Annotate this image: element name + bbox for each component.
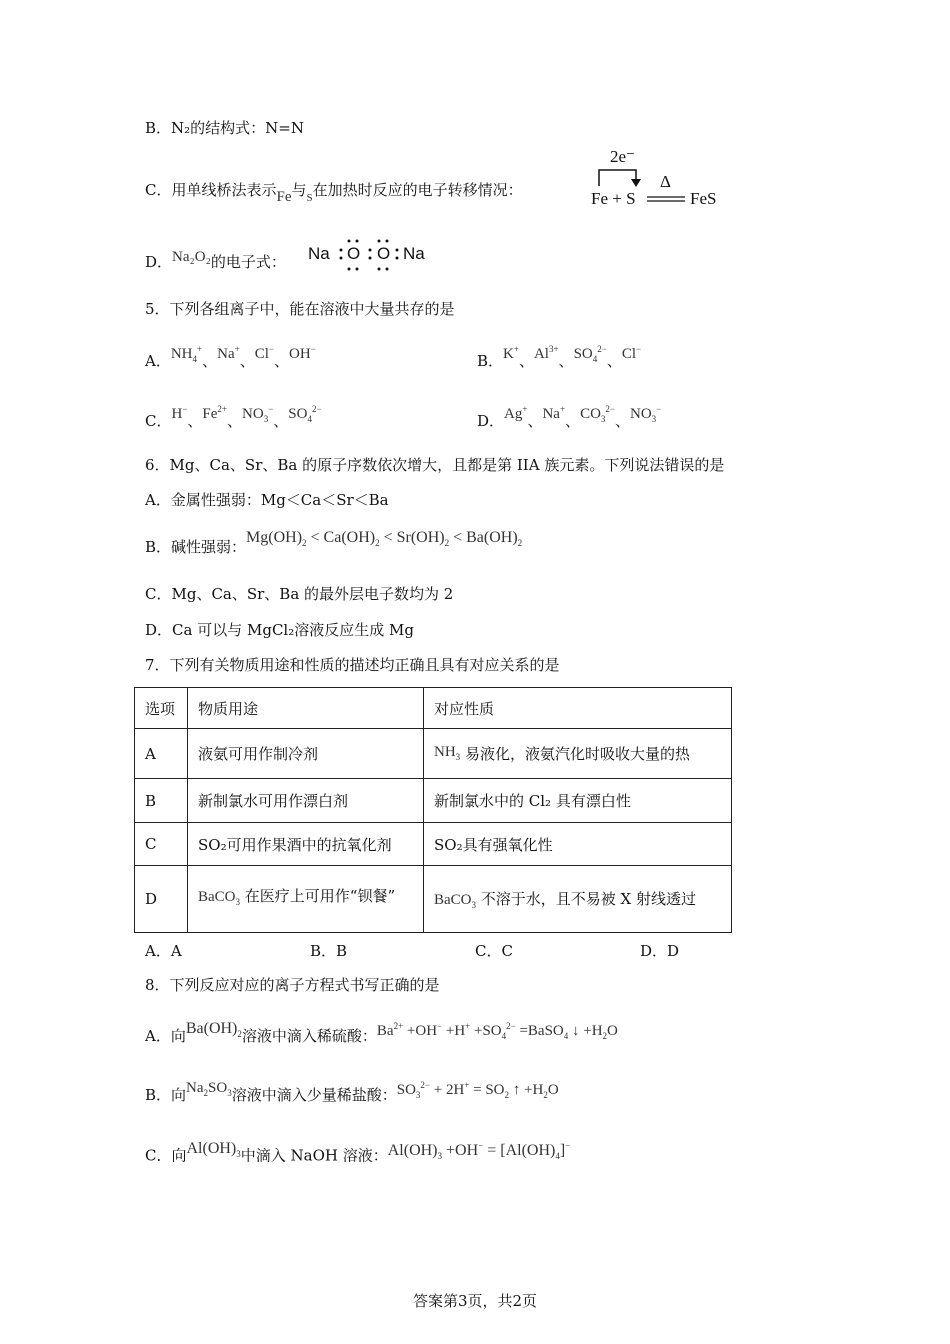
ion-so4: $SO_4^{2-}$ xyxy=(573,344,607,364)
delta-label: Δ xyxy=(660,172,671,191)
ion-h: H− xyxy=(171,404,188,422)
lewis-na-left: Na xyxy=(308,244,330,263)
ion-cl: Cl− xyxy=(621,344,642,362)
q4-b-label: B． xyxy=(145,119,172,137)
sep: 、 xyxy=(614,412,630,430)
equation-b: $SO_3^{2-} + 2H^+ = SO_2$ ↑ $+H_2O$ xyxy=(396,1080,559,1100)
table-row xyxy=(135,866,732,933)
row-use xyxy=(188,866,424,933)
q6-option-c: C．Mg、Ca、Sr、Ba 的最外层电子数均为 2 xyxy=(145,585,454,603)
q5-c-label: C． xyxy=(145,412,172,430)
q4-option-d xyxy=(145,249,286,273)
na2o2-lewis-structure xyxy=(308,238,438,272)
q4-d-label: D． xyxy=(145,253,173,271)
row-property xyxy=(424,866,732,933)
ion-no3: $NO_3^-$ xyxy=(630,404,662,424)
q5-option-a xyxy=(145,344,316,377)
table-row xyxy=(135,729,732,779)
lewis-o-1: O xyxy=(347,244,361,263)
ion-no3: $NO_3^-$ xyxy=(242,404,274,424)
q7-stem: 7．下列有关物质用途和性质的描述均正确且具有对应关系的是 xyxy=(145,656,560,674)
q4-c-pre: 用单线桥法表示 xyxy=(171,181,277,199)
row-option: A xyxy=(135,729,188,779)
ion-fe: $Fe^{2+}$ xyxy=(202,404,227,422)
row-option: D xyxy=(135,866,188,933)
row-option: C xyxy=(135,823,188,866)
q5-a-label: A． xyxy=(145,352,171,370)
q7-table xyxy=(134,687,732,933)
q8-b-mid: 溶液中滴入少量稀盐酸： xyxy=(231,1086,397,1104)
q6-option-b xyxy=(145,529,523,563)
q5-stem: 5．下列各组离子中，能在溶液中大量共存的是 xyxy=(145,300,455,318)
q8-b-label: B．向 xyxy=(145,1086,187,1104)
row-use-text: 在医疗上可用作“钡餐” xyxy=(244,887,396,905)
row-property: 新制氯水中的 Cl₂ 具有漂白性 xyxy=(424,779,732,823)
equation-left: Fe + S xyxy=(591,189,636,208)
row-property: SO₂具有强氧化性 xyxy=(424,823,732,866)
q8-a-label: A．向 xyxy=(145,1027,186,1045)
sep: 、 xyxy=(202,352,218,370)
q7-choice-d: D．D xyxy=(640,942,680,960)
electrons-label: 2e⁻ xyxy=(610,147,636,166)
header-use: 物质用途 xyxy=(188,688,424,729)
row-property xyxy=(424,729,732,779)
sep: 、 xyxy=(518,352,534,370)
q8-a-mid: 溶液中滴入稀硫酸： xyxy=(241,1027,377,1045)
sep: 、 xyxy=(227,412,243,430)
q6-option-a: A．金属性强弱：Mg＜Ca＜Sr＜Ba xyxy=(145,491,389,509)
q5-b-label: B． xyxy=(477,352,504,370)
q4-b-text: N₂的结构式：N=N xyxy=(171,119,304,137)
ion-na: Na+ xyxy=(542,404,566,422)
formula-fe: Fe xyxy=(276,189,292,205)
formula-baco3: BaCO$_3$ xyxy=(198,889,240,907)
ion-na: Na+ xyxy=(217,344,240,362)
formula-aloh3: $Al(OH)_3$ xyxy=(186,1140,241,1160)
table-header-row xyxy=(135,688,732,729)
q5-option-c xyxy=(145,404,322,437)
ion-nh4: $NH_4^+$ xyxy=(170,344,203,364)
q8-c-mid: 中滴入 NaOH 溶液： xyxy=(240,1146,388,1165)
q8-option-a xyxy=(145,1022,618,1052)
q4-option-c xyxy=(145,180,523,205)
equation-right: FeS xyxy=(690,189,717,208)
q5-option-d xyxy=(477,404,662,437)
q4-c-mid: 与 xyxy=(291,181,307,199)
q4-option-b xyxy=(145,118,304,138)
sep: 、 xyxy=(273,412,289,430)
q6-b-label: B．碱性强弱： xyxy=(145,538,247,556)
sep: 、 xyxy=(239,352,255,370)
formula-s: S xyxy=(306,192,313,204)
formula-na2o2: Na₂O₂ xyxy=(172,249,211,265)
equation-c: $Al(OH)_3 +OH^- = [Al(OH)_4]^-$ xyxy=(387,1141,571,1162)
electron-dots-icon xyxy=(308,238,438,272)
sep: 、 xyxy=(527,412,543,430)
header-option: 选项 xyxy=(135,688,188,729)
q6-option-d: D．Ca 可以与 MgCl₂溶液反应生成 Mg xyxy=(145,621,414,639)
header-property: 对应性质 xyxy=(424,688,732,729)
sep: 、 xyxy=(606,352,622,370)
q5-d-label: D． xyxy=(477,412,505,430)
q6-stem: 6．Mg、Ca、Sr、Ba 的原子序数依次增大，且都是第 IIA 族元素。下列说法错误的是 xyxy=(145,456,725,474)
sep: 、 xyxy=(187,412,203,430)
q4-c-label: C． xyxy=(145,181,172,199)
lewis-na-right: Na xyxy=(403,244,425,263)
row-use: SO₂可用作果酒中的抗氧化剂 xyxy=(188,823,424,866)
row-option: B xyxy=(135,779,188,823)
q4-d-text: 的电子式： xyxy=(210,253,286,271)
page-footer: 答案第3页，共2页 xyxy=(412,1292,538,1310)
row-property-text: 易液化，液氨汽化时吸收大量的热 xyxy=(464,744,690,763)
q8-stem: 8．下列反应对应的离子方程式书写正确的是 xyxy=(145,976,440,994)
q8-option-c xyxy=(145,1141,570,1172)
ion-k: K+ xyxy=(503,344,519,362)
formula-nh3: $NH_3$ xyxy=(434,743,461,762)
ion-co3: $CO_3^{2-}$ xyxy=(580,404,615,424)
row-use: 新制氯水可用作漂白剂 xyxy=(188,779,424,823)
q8-c-label: C．向 xyxy=(145,1146,187,1165)
ion-so4: $SO_4^{2-}$ xyxy=(288,404,322,424)
table-row xyxy=(135,779,732,823)
formula-baoh2: $Ba(OH)_2$ xyxy=(185,1020,242,1040)
q7-choice-a: A．A xyxy=(145,942,182,960)
q8-option-b xyxy=(145,1081,559,1111)
q5-option-b xyxy=(477,344,642,377)
sep: 、 xyxy=(565,412,581,430)
q7-choice-b: B．B xyxy=(310,942,348,960)
q4-c-post: 在加热时反应的电子转移情况： xyxy=(312,181,523,199)
ion-cl: Cl− xyxy=(254,344,274,362)
row-use: 液氨可用作制冷剂 xyxy=(188,729,424,779)
q7-choice-c: C．C xyxy=(475,942,513,960)
sep: 、 xyxy=(273,352,289,370)
formula-hydroxide-order: $Mg(OH)_2 < Ca(OH)_2 < Sr(OH)_2 < Ba(OH)_2$ xyxy=(246,529,523,549)
ion-ag: Ag+ xyxy=(504,404,528,422)
electron-transfer-diagram xyxy=(590,148,740,210)
formula-na2so3: $Na_2SO_3$ xyxy=(186,1080,232,1098)
table-row xyxy=(135,823,732,866)
ion-al: $Al^{3+}$ xyxy=(533,344,559,362)
formula-baco3: BaCO$_3$ xyxy=(434,892,476,910)
equation-a: $Ba^{2+} +OH^- +H^+ +SO_4^{2-}$ =BaSO$_4$ ↓ $+H_2O$ xyxy=(376,1021,618,1041)
sep: 、 xyxy=(558,352,574,370)
lewis-o-2: O xyxy=(377,244,391,263)
row-property-text: 不溶于水，且不易被 X 射线透过 xyxy=(480,890,696,908)
ion-oh: OH− xyxy=(288,344,316,362)
